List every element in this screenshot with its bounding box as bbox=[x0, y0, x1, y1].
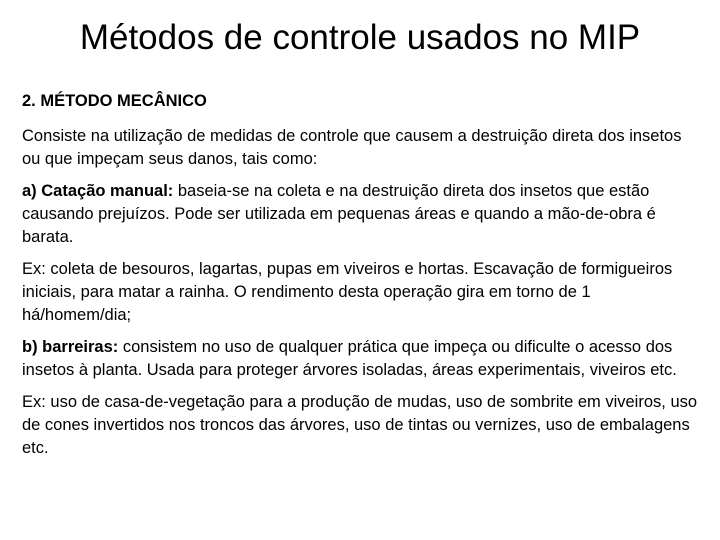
intro-paragraph: Consiste na utilização de medidas de controle que causem a destruição direta dos insetos ou que impeçam seus danos, tais como: bbox=[22, 127, 682, 168]
item-a-paragraph bbox=[22, 180, 702, 249]
item-b-text: consistem no uso de qualquer prática que impeça ou dificulte o acesso dos insetos à planta. Usada para proteger árvores isoladas, áreas experimentais, viveiros etc. bbox=[22, 338, 677, 379]
slide-content bbox=[22, 90, 702, 469]
section-heading: 2. MÉTODO MECÂNICO bbox=[22, 92, 207, 110]
example-a-paragraph: Ex: coleta de besouros, lagartas, pupas em viveiros e hortas. Escavação de formigueiros iniciais, para matar a rainha. O rendimento desta operação gira em torno de 1 há/homem/dia; bbox=[22, 260, 673, 324]
item-b-label: b) barreiras: bbox=[22, 338, 119, 356]
item-a-text: baseia-se na coleta e na destruição direta dos insetos que estão causando prejuízos. Pode ser utilizada em pequenas áreas e quando a mão-de-obra é barata. bbox=[22, 182, 656, 246]
item-a-label: a) Catação manual: bbox=[22, 182, 174, 200]
example-b-paragraph: Ex: uso de casa-de-vegetação para a produção de mudas, uso de sombrite em viveiros, uso de cones invertidos nos troncos das árvores, uso de tintas ou vernizes, uso de embalagens etc. bbox=[22, 393, 698, 457]
item-b-paragraph bbox=[22, 336, 702, 382]
slide-title: Métodos de controle usados no MIP bbox=[79, 18, 641, 57]
